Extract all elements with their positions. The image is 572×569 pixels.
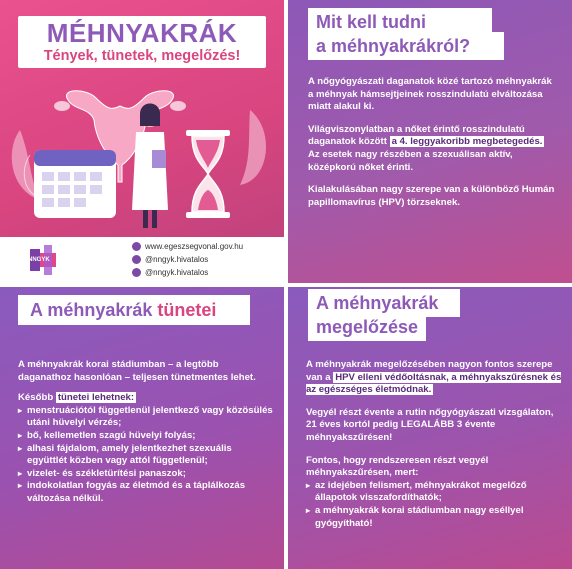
title-box <box>18 16 266 68</box>
list-item: ▸ bő, kellemetlen szagú hüvelyi folyás; <box>18 430 274 443</box>
text-span: Világviszonylatban a nőket érintő rosszindulatú daganatok között <box>308 123 525 148</box>
paragraph: Kialakulásában nagy szerepe van a különböző Humán papillomavírus (HPV) törzseknek. <box>308 184 555 208</box>
highlight-text: HPV elleni védőoltásnak, a méhnyakszűrésnek és az egészséges életmódnak. <box>306 371 562 396</box>
symptom-list <box>18 405 274 506</box>
panel-title-line2: megelőzése <box>316 317 419 337</box>
leaf-right-icon <box>240 110 266 185</box>
logo-text: NNGYK <box>28 257 50 263</box>
globe-icon <box>132 242 141 251</box>
list-item: ▸ indokolatlan fogyás az életmód és a táplálkozás változása nélkül. <box>18 480 274 505</box>
paragraph <box>306 359 562 397</box>
reason-list <box>306 480 562 530</box>
panel-what-to-know <box>288 0 572 283</box>
panel-title-line1: A méhnyakrák <box>316 293 439 313</box>
list-item: ▸ vizelet- és székletürítési panaszok; <box>18 468 274 481</box>
website-row[interactable] <box>132 242 243 251</box>
facebook-icon <box>132 255 141 264</box>
facebook-row[interactable] <box>132 255 208 264</box>
panel-title-line2: a méhnyakrákról? <box>316 36 471 56</box>
instagram-icon <box>132 268 141 277</box>
paragraph: Fontos, hogy rendszeresen részt vegyél méhnyakszűrésen, mert: <box>306 454 489 479</box>
paragraph: A méhnyakrák korai stádiumban – a legtöbb daganathoz hasonlóan – teljesen tünetmentes lehet. <box>18 359 256 383</box>
paragraph: A nőgyógyászati daganatok közé tartozó méhnyakrák a méhnyak hámsejtjeinek rosszindulatú elváltozása miatt alakul ki. <box>308 76 552 113</box>
calendar-icon <box>34 150 116 218</box>
text-span: Az esetek nagy részében a szexuálisan aktív, középkorú nőket érinti. <box>308 148 513 173</box>
illustration <box>0 70 284 240</box>
title-part: A méhnyakrák <box>30 300 158 320</box>
highlight-text: tünetei lehetnek: <box>57 392 135 404</box>
hourglass-icon <box>186 130 230 218</box>
text-span: A méhnyakrák megelőzésében nagyon fontos szerepe van a <box>306 359 553 383</box>
panel-symptoms <box>0 287 284 569</box>
highlight-text: a 4. leggyakoribb megbetegedés. <box>391 136 543 148</box>
paragraph <box>308 124 558 174</box>
list-item: ▸ menstruációtól függetlenül jelentkező vagy közösülés utáni hüvelyi vérzés; <box>18 405 274 430</box>
footer <box>0 237 284 283</box>
main-subtitle: Tények, tünetek, megelőzés! <box>43 48 241 64</box>
panel-prevention <box>288 287 572 569</box>
text-span: Később <box>18 392 56 404</box>
list-item: ▸ alhasi fájdalom, amely jelentkezhet szexuális együttlét közben vagy attól függetlenül; <box>18 443 274 468</box>
website-link[interactable]: www.egeszsegvonal.gov.hu <box>145 242 244 251</box>
instagram-row[interactable] <box>132 268 208 277</box>
list-item: ▸ a méhnyakrák korai stádiumban nagy eséllyel gyógyítható! <box>306 505 562 530</box>
panel-title-line1: Mit kell tudni <box>316 12 426 32</box>
panel-title-card <box>0 0 284 283</box>
instagram-handle[interactable]: @nngyk.hivatalos <box>145 268 209 277</box>
paragraph: Vegyél részt évente a rutin nőgyógyászati vizsgálaton, 21 éves kortól pedig LEGALÁBB 3 évente méhnyakszűrésen! <box>306 406 554 443</box>
title-accent: tünetei <box>157 300 217 320</box>
main-title: MÉHNYAKRÁK <box>46 18 238 48</box>
panel-title <box>30 300 216 320</box>
paragraph <box>18 392 274 405</box>
facebook-handle[interactable]: @nngyk.hivatalos <box>145 255 209 264</box>
list-item: ▸ az idejében felismert, méhnyakrákot megelőző állapotok visszafordíthatók; <box>306 480 562 505</box>
